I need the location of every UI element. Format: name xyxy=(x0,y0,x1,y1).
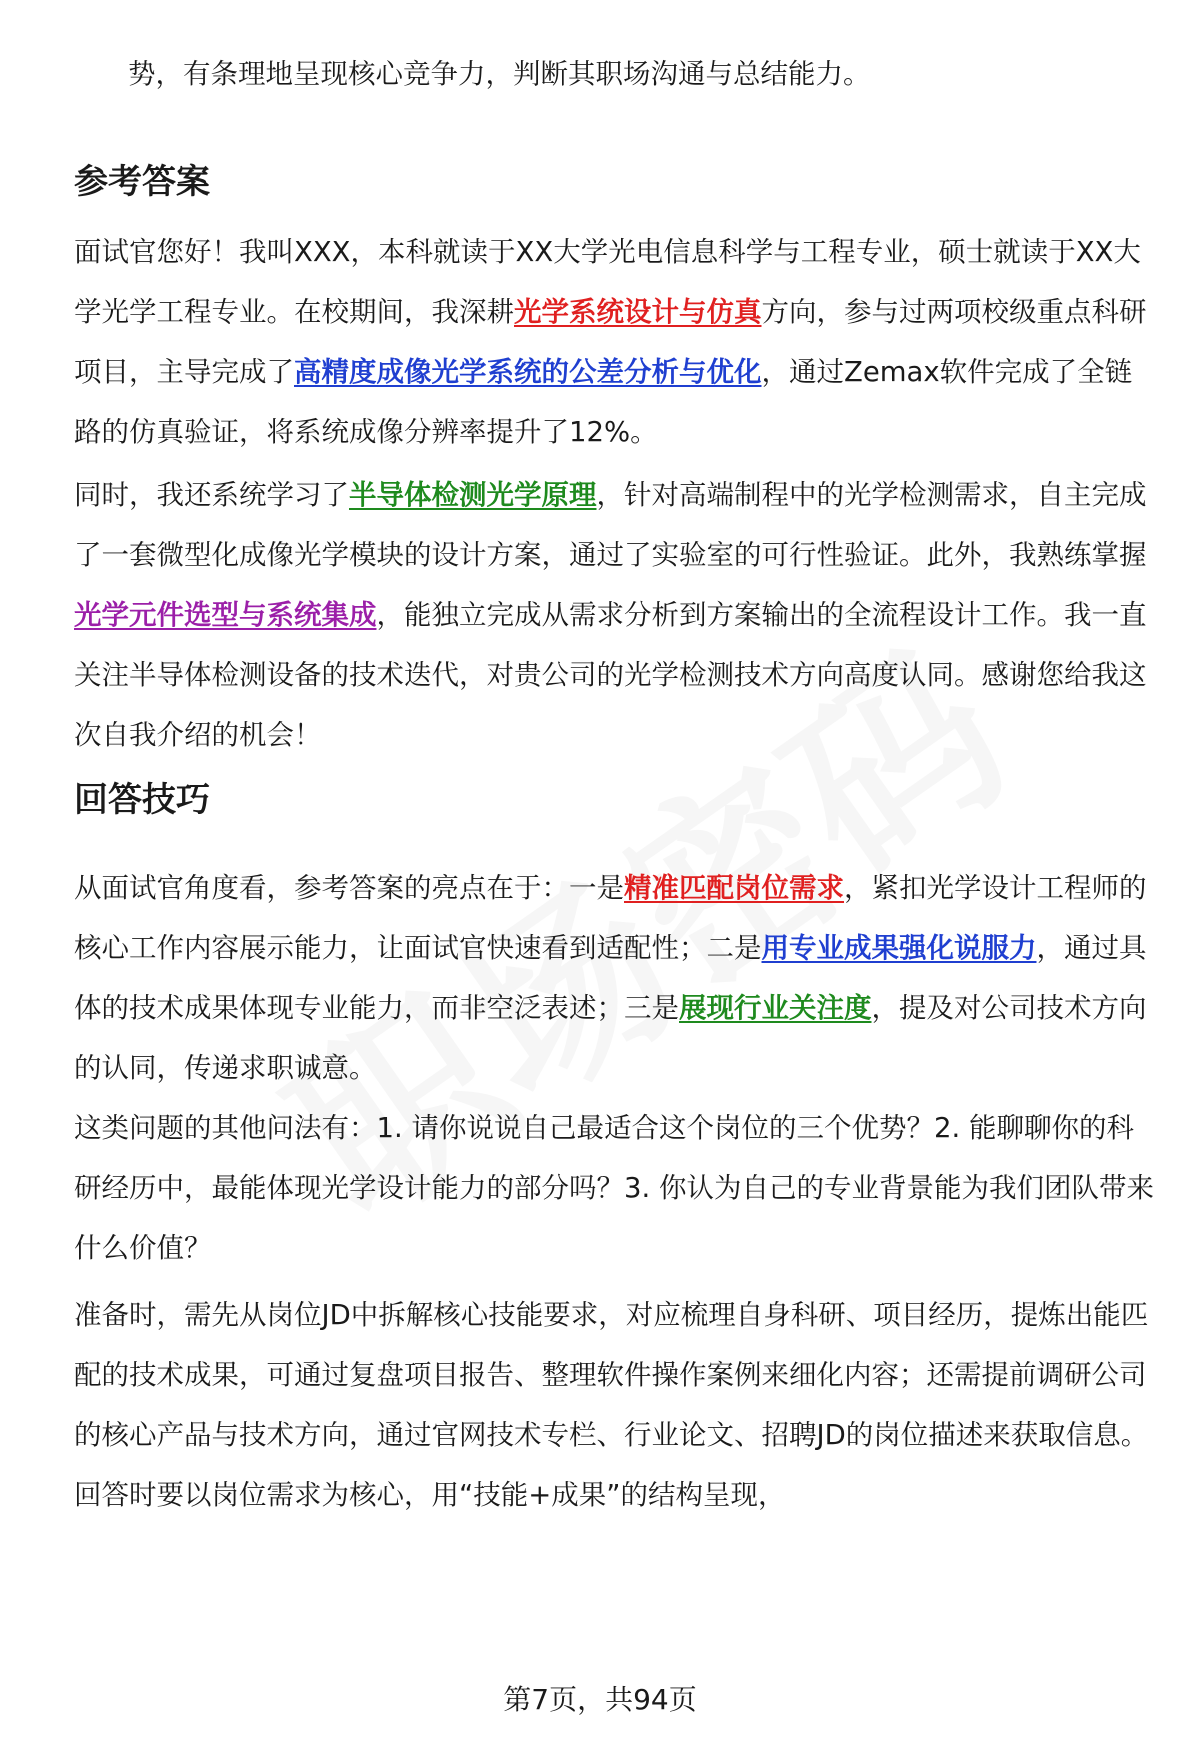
highlight-red: 光学系统设计与仿真 xyxy=(514,296,762,328)
text-run: 从面试官角度看，参考答案的亮点在于：一是 xyxy=(74,872,624,904)
highlight-blue: 用专业成果强化说服力 xyxy=(761,932,1037,964)
highlight-purple: 光学元件选型与系统集成 xyxy=(74,599,377,631)
text-run: ，能独立完成从需求分析到方案输出的全流程设计工作。我一直关注半导体检测设备的技术迭代，对贵公司的光学检测技术方向高度认同。感谢您给我这次自我介绍的机会！ xyxy=(74,599,1147,751)
tips-paragraph-1 xyxy=(74,858,1154,1098)
text-run: 方向，参与过两项校级重点科研项目，主导完成了 xyxy=(74,296,1147,388)
text-run: ，通过Zemax软件完成了全链路的仿真验证，将系统成像分辨率提升了12%。 xyxy=(74,356,1133,448)
highlight-blue: 高精度成像光学系统的公差分析与优化 xyxy=(294,356,762,388)
text-run: ，提及对公司技术方向的认同，传递求职诚意。 xyxy=(74,992,1147,1084)
section-heading-answer-tips: 回答技巧 xyxy=(74,780,210,820)
tips-paragraph-2: 这类问题的其他问法有：1. 请你说说自己最适合这个岗位的三个优势？2. 能聊聊你的科研经历中，最能体现光学设计能力的部分吗？3. 你认为自己的专业背景能为我们团队带来什么价值？ xyxy=(74,1112,1154,1264)
answer-paragraph-1 xyxy=(74,222,1154,462)
tips-paragraph-3: 准备时，需先从岗位JD中拆解核心技能要求，对应梳理自身科研、项目经历，提炼出能匹配的技术成果，可通过复盘项目报告、整理软件操作案例来细化内容；还需提前调研公司的核心产品与技术方向，通过官网技术专栏、行业论文、招聘JD的岗位描述来获取信息。回答时要以岗位需求为核心，用“技能+成果”的结构呈现， xyxy=(74,1299,1149,1511)
text-run: ，通过具体的技术成果体现专业能力，而非空泛表述；三是 xyxy=(74,932,1147,1024)
section-heading-reference-answer: 参考答案 xyxy=(74,162,210,202)
highlight-green: 半导体检测光学原理 xyxy=(349,479,597,511)
text-run: ，紧扣光学设计工程师的核心工作内容展示能力，让面试官快速看到适配性；二是 xyxy=(74,872,1147,964)
highlight-red: 精准匹配岗位需求 xyxy=(624,872,844,904)
text-run: 同时，我还系统学习了 xyxy=(74,479,349,511)
intro-paragraph: 势，有条理地呈现核心竞争力，判断其职场沟通与总结能力。 xyxy=(128,58,871,90)
highlight-green: 展现行业关注度 xyxy=(679,992,872,1024)
text-run: 面试官您好！我叫XXX，本科就读于XX大学光电信息科学与工程专业，硕士就读于XX大学光学工程专业。在校期间，我深耕 xyxy=(74,236,1141,328)
page-number: 第7页，共94页 xyxy=(503,1683,697,1716)
answer-paragraph-2 xyxy=(74,465,1154,765)
text-run: ，针对高端制程中的光学检测需求，自主完成了一套微型化成像光学模块的设计方案，通过了实验室的可行性验证。此外，我熟练掌握 xyxy=(74,479,1147,571)
